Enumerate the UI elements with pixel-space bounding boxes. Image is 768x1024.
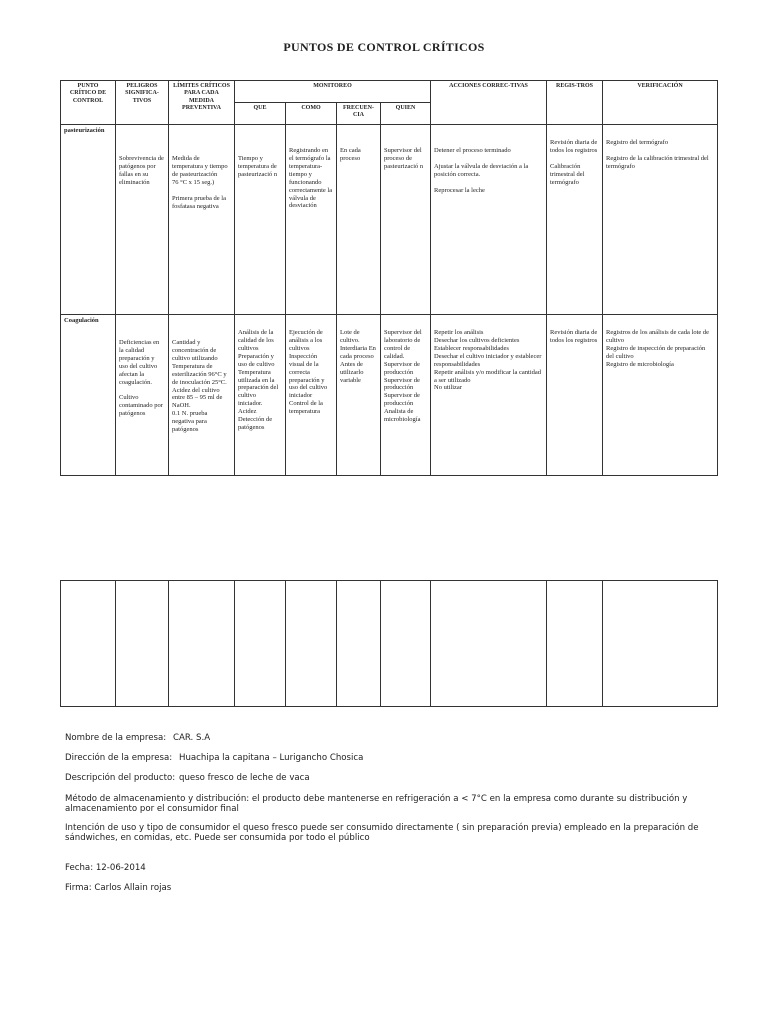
pcc-cell: Coagulación — [61, 315, 116, 476]
quien-cell: Supervisor del proceso de pasteurizació n — [381, 125, 431, 315]
empresa-value: CAR. S.A — [173, 733, 211, 743]
empty-cell — [547, 581, 603, 707]
fecha-text: Fecha: 12-06-2014 — [65, 863, 146, 873]
acciones-cell: Repetir los análisis Desechar los cultivos deficientes Establecer responsabilidades Desechar el cultivo iniciador y establecer responsabilidades Repetir análisis y/o modificar la cantidad a ser utilizado No utilizar — [431, 315, 547, 476]
como-cell: Registrando en el termógrafo la temperatura-tiempo y funcionando correctamente la válvula de desviación — [286, 125, 337, 315]
table-row — [61, 125, 718, 315]
header-monitoreo: MONITOREO — [235, 81, 431, 103]
que-cell: Análisis de la calidad de los cultivos Preparación y uso de cultivo Temperatura utilizada en la preparación del cultivo iniciador. Acidez Detección de patógenos — [235, 315, 286, 476]
direccion-line — [65, 753, 705, 763]
producto-value: queso fresco de leche de vaca — [179, 773, 310, 783]
header-registros: REGIS-TROS — [547, 81, 603, 125]
limites-cell: Cantidad y concentración de cultivo utilizando Temperatura de esterilización 96°C y de inoculación 25°C. Acidez del cultivo entre 85 – 95 ml de NaOH. 0.1 N. prueba negativa para patógenos — [169, 315, 235, 476]
empty-cell — [286, 581, 337, 707]
empty-cell — [116, 581, 169, 707]
header-como: COMO — [286, 103, 337, 125]
header-quien: QUIEN — [381, 103, 431, 125]
empty-cell — [235, 581, 286, 707]
empty-cell — [337, 581, 381, 707]
producto-label: Descripción del producto: — [65, 773, 176, 783]
metodo-text: Método de almacenamiento y distribución: el producto debe mantenerse en refrigeración a < 7°C en la empresa como durante su distribución y almacenamiento por el consumidor final — [65, 794, 688, 815]
verificacion-cell: Registros de los análisis de cada lote de cultivo Registro de inspección de preparación del cultivo Registro de microbiología — [603, 315, 718, 476]
header-frecuencia: FRECUEN-CIA — [337, 103, 381, 125]
header-pcc: PUNTO CRÍTICO DE CONTROL — [61, 81, 116, 125]
intencion-text: Intención de uso y tipo de consumidor el queso fresco puede ser consumido directamente ( sin preparación previa) empleado en la preparación de sándwiches, en comidas, etc. Puede ser consumida por todo el público — [65, 823, 699, 844]
direccion-label: Dirección de la empresa: — [65, 753, 173, 763]
haccp-table — [60, 80, 718, 476]
empty-cell — [431, 581, 547, 707]
producto-line — [65, 773, 705, 783]
header-acciones: ACCIONES CORREC-TIVAS — [431, 81, 547, 125]
empty-cell — [169, 581, 235, 707]
table-row — [61, 315, 718, 476]
que-cell: Tiempo y temperatura de pasteurizació n — [235, 125, 286, 315]
peligros-cell: Deficiencias en la calidad preparación y uso del cultivo afectan la coagulación. Cultivo contaminado por patógenos — [116, 315, 169, 476]
verificacion-cell: Registro del termógrafo Registro de la calibración trimestral del termógrafo — [603, 125, 718, 315]
quien-cell: Supervisor del laboratorio de control de calidad. Supervisor de producción Supervisor de producción Supervisor de producción Analista de microbiología — [381, 315, 431, 476]
peligros-cell: Sobrevivencia de patógenos por fallas en su eliminación — [116, 125, 169, 315]
empresa-line — [65, 733, 705, 743]
empty-cell — [381, 581, 431, 707]
empresa-label: Nombre de la empresa: — [65, 733, 167, 743]
frecuencia-cell: En cada proceso — [337, 125, 381, 315]
registros-cell: Revisión diaria de todos los registros Calibración trimestral del termógrafo — [547, 125, 603, 315]
empty-row — [61, 581, 718, 707]
direccion-value: Huachipa la capitana – Lurigancho Chosica — [179, 753, 364, 763]
registros-cell: Revisión diaria de todos los registros — [547, 315, 603, 476]
header-verificacion: VERIFICACIÓN — [603, 81, 718, 125]
header-que: QUE — [235, 103, 286, 125]
document-title: PUNTOS DE CONTROL CRÍTICOS — [283, 40, 485, 54]
frecuencia-cell: Lote de cultivo. Interdiaria En cada proceso Antes de utilizarlo variable — [337, 315, 381, 476]
header-row-top — [61, 81, 718, 103]
firma-text: Firma: Carlos Allain rojas — [65, 883, 172, 893]
empty-cell — [61, 581, 116, 707]
empty-table — [60, 580, 718, 707]
header-limites: LÍMITES CRÍTICOS PARA CADA MEDIDA PREVENTIVA — [169, 81, 235, 125]
header-peligros: PELIGROS SIGNIFICA-TIVOS — [116, 81, 169, 125]
como-cell: Ejecución de análisis a los cultivos Inspección visual de la correcta preparación y uso del cultivo iniciador Control de la temperatura — [286, 315, 337, 476]
limites-cell: Medida de temperatura y tiempo de pasteurización 76 °C x 15 seg.) Primera prueba de la fosfatasa negativa — [169, 125, 235, 315]
empty-cell — [603, 581, 718, 707]
pcc-cell: pasteurización — [61, 125, 116, 315]
acciones-cell: Detener el proceso terminado Ajustar la válvula de desviación a la posición correcta. Reprocesar la leche — [431, 125, 547, 315]
